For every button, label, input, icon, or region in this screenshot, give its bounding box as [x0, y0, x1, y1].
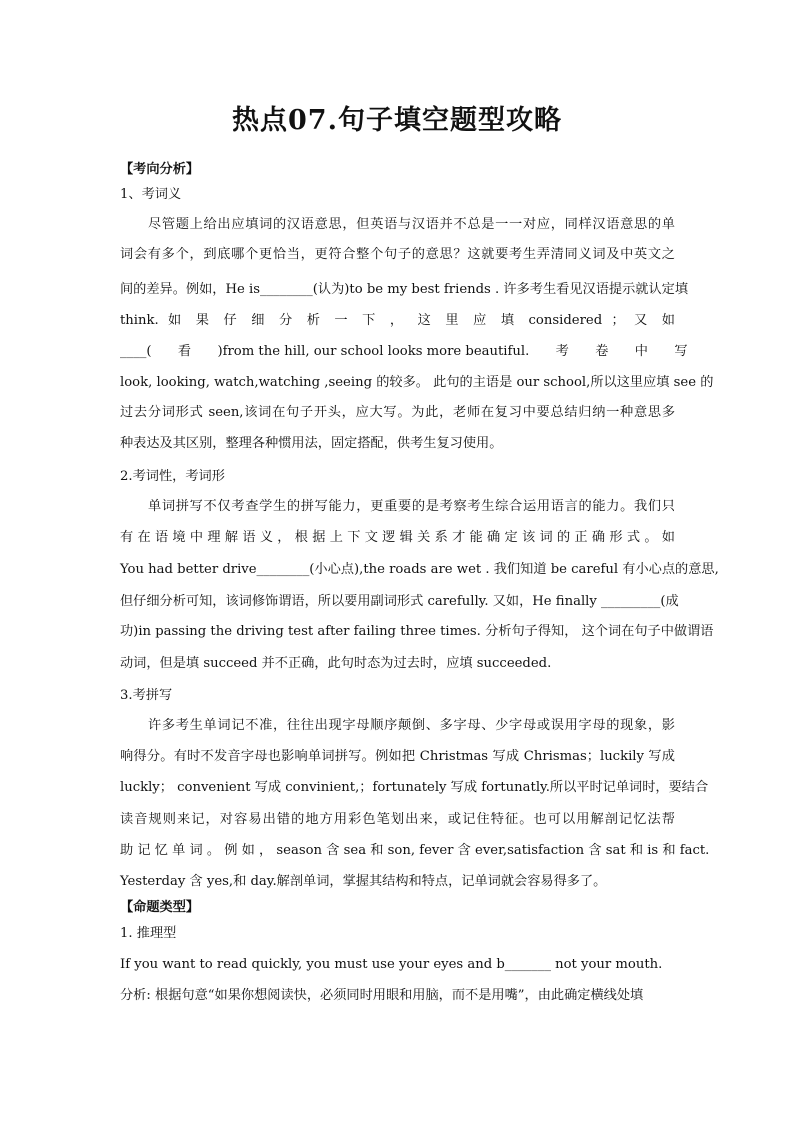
paragraph-line: 有在语境中理解语义，根据上下文逻辑关系才能确定该词的正确形式。如 — [120, 530, 675, 545]
paragraph-line: 许多考生单词记不准，往往出现字母顺序颠倒、多字母、少字母或误用字母的现象，影 — [148, 718, 675, 733]
paragraph-line: 种表达及其区别，整理各种惯用法，固定搭配，供考生复习使用。 — [120, 436, 503, 451]
paragraph-line: You had better drive________(小心点),the roads are wet . 我们知道 be careful 有小心点的意思, — [120, 562, 719, 577]
paragraph-line: luckly； convenient 写成 convinient,；fortunately 写成 fortunatly.所以平时记单词时，要结合 — [120, 780, 709, 795]
paragraph-line: 间的差异。例如，He is________(认为)to be my best friends . 许多考生看见汉语提示就认定填 — [120, 282, 689, 297]
paragraph-line: Yesterday 含 yes,和 day.解剖单词，掌握其结构和特点，记单词就会容易得多了。 — [120, 874, 607, 889]
paragraph-line: 助 记 忆 单 词 。 例 如 ， season 含 sea 和 son, fever 含 ever,satisfaction 含 sat 和 is 和 fact. — [120, 843, 710, 858]
paragraph-line: ____( 看 )from the hill, our school looks more beautiful. 考 卷 中 写 — [120, 344, 688, 359]
paragraph-line: 尽管题上给出应填词的汉语意思，但英语与汉语并不总是一一对应，同样汉语意思的单 — [148, 217, 675, 232]
paragraph-line: 但仔细分析可知，该词修饰谓语，所以要用副词形式 carefully. 又如，He finally _________(成 — [120, 594, 679, 609]
paragraph-line: 功)in passing the driving test after failing three times. 分析句子得知， 这个词在句子中做谓语 — [120, 624, 714, 639]
paragraph-line: 词会有多个，到底哪个更恰当，更符合整个句子的意思？这就要考生弄清同义词及中英文之 — [120, 247, 675, 262]
paragraph-line: think. 如 果 仔 细 分 析 一 下 ， 这 里 应 填 considered ； 又 如 — [120, 313, 675, 328]
paragraph-line: 动词，但是填 succeed 并不正确，此句时态为过去时，应填 succeeded. — [120, 656, 552, 671]
page-title: 热点07.句子填空题型攻略 — [232, 105, 562, 136]
paragraph-line: 过去分词形式 seen,该词在句子开头，应大写。为此，老师在复习中要总结归纳一种意思多 — [120, 405, 675, 420]
section-heading-analysis: 【考向分析】 — [120, 162, 200, 177]
subheading-word-meaning: 1、考词义 — [120, 187, 182, 202]
subheading-inference-type: 1. 推理型 — [120, 926, 177, 941]
subheading-part-of-speech: 2.考词性，考词形 — [120, 469, 225, 484]
paragraph-line: 单词拼写不仅考查学生的拼写能力，更重要的是考察考生综合运用语言的能力。我们只 — [148, 499, 675, 514]
paragraph-line: 读音规则来记，对容易出错的地方用彩色笔划出来，或记住特征。也可以用解剖记忆法帮 — [120, 812, 675, 827]
analysis-line: 分析: 根据句意“如果你想阅读快，必须同时用眼和用脑，而不是用嘴”，由此确定横线处填 — [120, 988, 644, 1003]
section-heading-question-types: 【命题类型】 — [120, 900, 200, 915]
paragraph-line: look, looking, watch,watching ,seeing 的较多。 此句的主语是 our school,所以这里应填 see 的 — [120, 375, 714, 390]
paragraph-line: 响得分。有时不发音字母也影响单词拼写。例如把 Christmas 写成 Chrismas；luckily 写成 — [120, 749, 675, 764]
example-sentence: If you want to read quickly, you must use your eyes and b_______ not your mouth. — [120, 957, 663, 972]
subheading-spelling: 3.考拼写 — [120, 688, 173, 703]
